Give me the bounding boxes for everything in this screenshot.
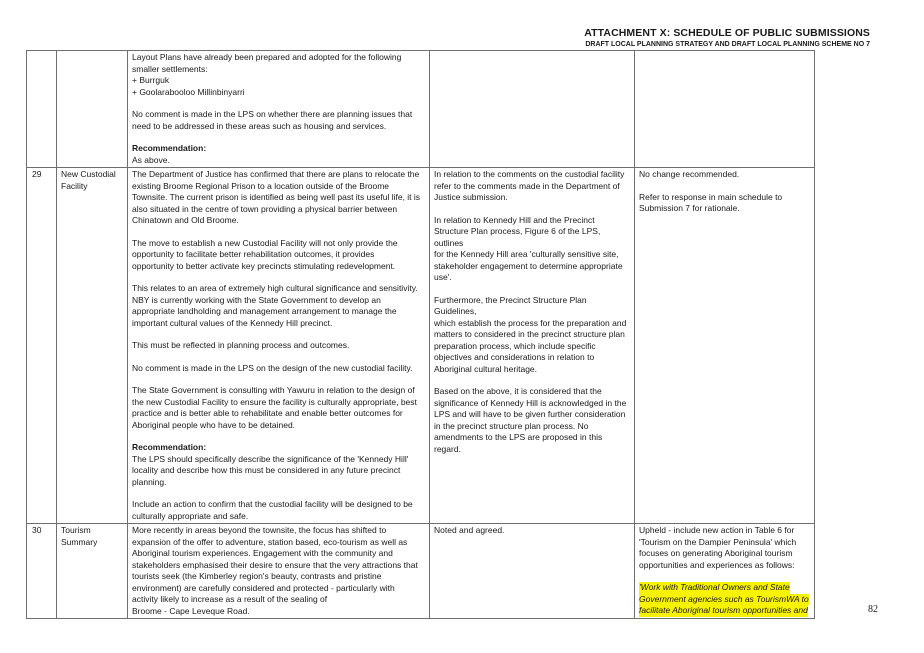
submission-number: 29 (27, 168, 57, 524)
submission-topic (57, 51, 128, 168)
submission-number (27, 51, 57, 168)
page-number: 82 (868, 604, 878, 615)
table-row (27, 168, 815, 524)
submission-text: More recently in areas beyond the townsite, the focus has shifted to expansion of the offer to adventure, station based, eco-tourism as well as Aboriginal tourism experiences. Engagement with the community and stakeholders emphasised their desire to ensure that the very attractions that tourists seek (the Kimberley region's beauty, contrasts and pristine environment) are carefully considered and protected - particularly with activity likely to increase as a result of the sealing of Broome - Cape Leveque Road. (128, 524, 430, 619)
submission-text: The Department of Justice has confirmed that there are plans to relocate the existing Broome Regional Prison to a location outside of the Broome Townsite. The current prison is identified as being well past its useful life, it is also situated in the centre of town providing a physical barrier between Chinatown and Old Broome. The move to establish a new Custodial Facility will not only provide the opportunity to facilitate better rehabilitation outcomes, it provides opportunity to better activate key precincts stimulating redevelopment. This relates to an area of extremely high cultural significance and sensitivity. NBY is currently working with the State Government to develop an appropriate landholding and management arrangement to manage the important cultural values of the Kennedy Hill precinct. This must be reflected in planning process and outcomes. No comment is made in the LPS on the design of the new custodial facility. The State Government is consulting with Yawuru in relation to the design of the new Custodial Facility to ensure the facility is culturally appropriate, best practice and is better able to rehabilitate and enable better outcomes for Aboriginal people who have to be detained. Recommendation: The LPS should specifically describe the significance of the 'Kennedy Hill' locality and describe how this must be considered in any future precinct planning. Include an action to confirm that the custodial facility will be designed to be culturally appropriate and safe. (128, 168, 430, 524)
table-row (27, 51, 815, 168)
submission-topic: Tourism Summary (57, 524, 128, 619)
officer-response: Noted and agreed. (430, 524, 635, 619)
submission-topic: New Custodial Facility (57, 168, 128, 524)
highlighted-action-quote: 'Work with Traditional Owners and State Government agencies such as TourismWA to facilitate Aboriginal tourism opportunities and (639, 582, 809, 615)
officer-response: In relation to the comments on the custodial facility refer to the comments made in the Department of Justice submission. In relation to Kennedy Hill and the Precinct Structure Plan process, Figure 6 of the LPS, outlines for the Kennedy Hill area 'culturally sensitive site, stakeholder engagement to determine appropriate use'. Furthermore, the Precinct Structure Plan Guidelines, which establish the process for the preparation and matters to considered in the precinct structure plan preparation process, which include specific objectives and considerations in relation to Aboriginal cultural heritage. Based on the above, it is considered that the significance of Kennedy Hill is acknowledged in the LPS and will have to be given further consideration in the precinct structure plan process. No amendments to the LPS are proposed in this regard. (430, 168, 635, 524)
recommendation-heading: Recommendation: (132, 143, 207, 153)
document-title: ATTACHMENT X: SCHEDULE OF PUBLIC SUBMISSIONS (584, 27, 870, 39)
officer-response (430, 51, 635, 168)
officer-recommendation: Upheld - include new action in Table 6 for 'Tourism on the Dampier Peninsula' which focuses on generating Aboriginal tourism opportunities and experiences as follows: 'Work with Traditional Owners and State Government agencies such as TourismWA to facilitate Aboriginal tourism opportunities and (635, 524, 815, 619)
document-subtitle: DRAFT LOCAL PLANNING STRATEGY AND DRAFT LOCAL PLANNING SCHEME NO 7 (585, 41, 870, 48)
officer-recommendation (635, 51, 815, 168)
submissions-table (26, 50, 815, 619)
submission-text: Layout Plans have already been prepared and adopted for the following smaller settlements: + Burrguk + Goolarabooloo Millinbinyarri No comment is made in the LPS on whether there are planning issues that need to be addressed in these areas such as housing and services. Recommendation: As above. (128, 51, 430, 168)
recommendation-heading: Recommendation: (132, 442, 207, 452)
table-row (27, 524, 815, 619)
officer-recommendation: No change recommended. Refer to response in main schedule to Submission 7 for rationale. (635, 168, 815, 524)
margin-rule (814, 50, 815, 598)
submission-number: 30 (27, 524, 57, 619)
